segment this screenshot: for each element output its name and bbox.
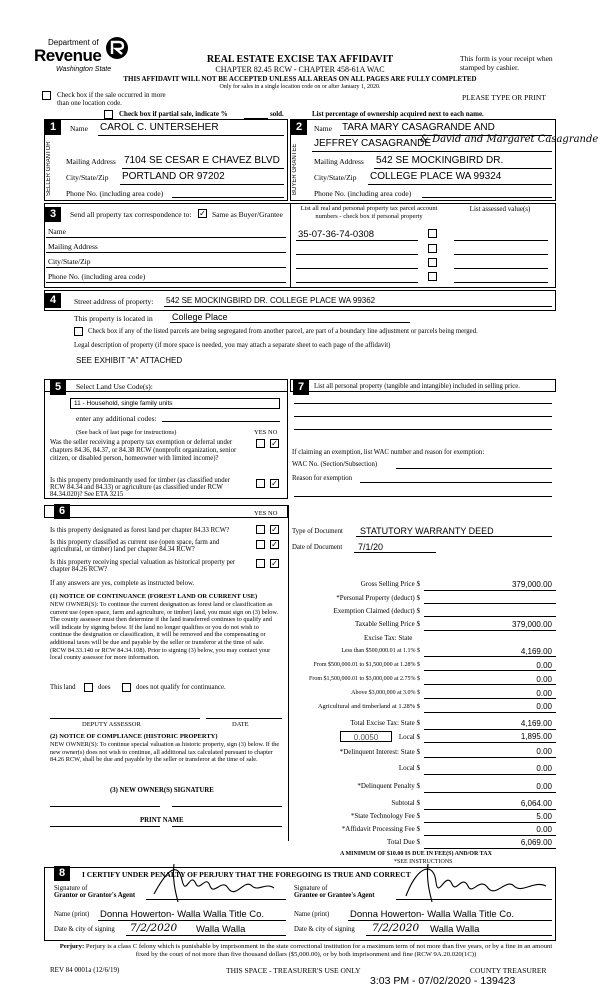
- proc-fee-label: *Affidavit Processing Fee $: [341, 825, 420, 833]
- grantor-date-city-label: Date & city of signing: [54, 926, 115, 933]
- grantee-city[interactable]: Walla Walla: [430, 924, 480, 935]
- delinq-state-label: *Delinquent Interest: State $: [339, 748, 420, 756]
- delinq-local-label: Local $: [398, 764, 420, 772]
- section-6-number: 6: [54, 504, 70, 519]
- reason-label: Reason for exemption: [292, 475, 353, 482]
- buyer-name-2[interactable]: JEFFREY CASAGRANDE: [314, 138, 432, 149]
- sig-grantor-label-2: Grantor or Grantor's Agent: [54, 892, 136, 899]
- s6-q3-yes[interactable]: [256, 559, 265, 568]
- wac-claim-label: If claiming an exemption, list WAC number and reason for exemption:: [292, 449, 485, 456]
- buyer-name-1[interactable]: TARA MARY CASAGRANDE AND: [342, 122, 495, 133]
- tier-4-value[interactable]: 0.00: [536, 689, 552, 698]
- s6-question-2: Is this property classified as current use (open space, farm and agricultural, or timber) land per chapter 84.34 RCW?: [50, 539, 220, 553]
- minimum-note: A MINIMUM OF $10.00 IS DUE IN FEE(S) AND/OR TAX: [340, 851, 492, 857]
- s5-q2-no[interactable]: ✓: [271, 479, 278, 488]
- doc-date-label: Date of Document: [292, 544, 343, 551]
- section-4-number: 4: [45, 293, 61, 308]
- new-owner-signature-label: (3) NEW OWNER(S) SIGNATURE: [110, 787, 214, 794]
- personal-label: *Personal Property (deduct) $: [336, 594, 420, 602]
- does-checkbox[interactable]: [84, 683, 93, 692]
- excise-state-label: Excise Tax: State: [364, 634, 413, 642]
- perjury-note: [56, 943, 556, 959]
- located-label: This property is located in: [74, 314, 153, 323]
- grantor-name-print[interactable]: Donna Howerton- Walla Walla Title Co.: [100, 909, 265, 920]
- buyer-mailing[interactable]: 542 SE MOCKINGBIRD DR.: [376, 155, 504, 166]
- s5-q2-yes[interactable]: [256, 479, 265, 488]
- s1-phone-label: Phone No. (including area code): [66, 189, 164, 198]
- tier-4-label: Above $3,000,000 at 3.0% $: [351, 690, 420, 696]
- buyer-phone[interactable]: [422, 197, 552, 198]
- tier-2-value[interactable]: 0.00: [536, 661, 552, 670]
- s6-q2-no[interactable]: ✓: [271, 540, 278, 549]
- section-6-box: [44, 505, 288, 518]
- personal-value[interactable]: [424, 603, 556, 604]
- see-instructions: *SEE INSTRUCTIONS: [394, 859, 453, 865]
- parcel-number-1[interactable]: 35-07-36-74-0308: [298, 229, 375, 240]
- s5-question-2: Is this property predominantly used for timber (as classified under RCW 84.34 and 84.33) or agriculture (as classified under RCW 84.34.020)? See ETA 3215: [50, 477, 230, 498]
- property-street[interactable]: 542 SE MOCKINGBIRD DR. COLLEGE PLACE WA 99362: [166, 296, 376, 305]
- exemption-label: Exemption Claimed (deduct) $: [333, 607, 420, 615]
- proc-fee-value[interactable]: 0.00: [536, 825, 552, 834]
- gross-label: Gross Selling Price $: [360, 580, 420, 588]
- s1-mailing-label: Mailing Address: [66, 157, 116, 166]
- s3-mailing-label: Mailing Address: [48, 242, 98, 251]
- same-as-buyer-label: Same as Buyer/Grantee: [212, 210, 283, 219]
- total-due-value[interactable]: 6,069.00: [520, 838, 552, 847]
- multi-location-checkbox[interactable]: [42, 91, 51, 100]
- doc-type-label: Type of Document: [292, 528, 343, 535]
- new-owner-sig-line-2[interactable]: [172, 806, 282, 807]
- deputy-assessor-line[interactable]: [50, 718, 200, 719]
- local-value[interactable]: 1,895.00: [520, 732, 552, 741]
- perjury-bold: Perjury:: [59, 943, 85, 950]
- land-use-select[interactable]: [70, 398, 280, 409]
- total-state-label: Total Excise Tax: State $: [350, 719, 420, 727]
- document-type[interactable]: STATUTORY WARRANTY DEED: [360, 526, 494, 536]
- dept-line: Department of: [48, 38, 99, 47]
- buyer-city[interactable]: COLLEGE PLACE WA 99324: [370, 171, 502, 182]
- buyer-handwritten-names: & David and Margaret Casagrande: [420, 134, 599, 145]
- section-5-number: 5: [50, 380, 66, 395]
- tech-fee-label: *State Technology Fee $: [350, 812, 420, 820]
- subtotal-label: Subtotal $: [391, 799, 420, 807]
- grantee-date-city-label: Date & city of signing: [294, 926, 355, 933]
- grantor-city[interactable]: Walla Walla: [196, 924, 246, 935]
- exemption-value[interactable]: [424, 616, 556, 617]
- taxable-label: Taxable Selling Price $: [354, 620, 420, 628]
- seller-side-label: SELLER GRANTOR: [46, 141, 52, 197]
- tier-3-value[interactable]: 0.00: [536, 675, 552, 684]
- additional-codes-label: enter any additional codes:: [76, 414, 157, 423]
- if-yes-label: If any answers are yes, complete as instructed below.: [50, 580, 195, 587]
- notice-2-body: NEW OWNER(S): To continue special valuation as historic property, sign (3) below. If the new owner(s) does not wish to continue, all additional tax calculated pursuant to chapter 84.26 RCW, shall be due and payable by the seller or transferor at the time of sale.: [50, 741, 280, 764]
- land-use-value: 11 - Household, single family units: [74, 400, 173, 407]
- notice-1-title: (1) NOTICE OF CONTINUANCE (FOREST LAND OR CURRENT USE): [50, 593, 258, 600]
- s6-question-1: Is this property designated as forest land per chapter 84.33 RCW?: [50, 527, 230, 534]
- delinq-state-value[interactable]: 0.00: [536, 747, 552, 756]
- does-label: does: [98, 684, 111, 691]
- land-use-label: Select Land Use Code(s):: [76, 382, 153, 391]
- print-name-line-2[interactable]: [172, 826, 282, 827]
- wac-no-input[interactable]: [396, 468, 552, 469]
- gross-value[interactable]: 379,000.00: [511, 580, 552, 589]
- multi-location-label: Check box if the sale occurred in more than one location code.: [57, 91, 166, 107]
- seller-mailing[interactable]: 7104 SE CESAR E CHAVEZ BLVD: [124, 155, 280, 166]
- rev-number: REV 84 0001a (12/6/19): [50, 966, 120, 974]
- perjury-text: Perjury is a class C felony which is punishable by imprisonment in the state correctional institution for a maximum term of not more than five years, or by a fine in an amount fixed by the court of not more than five thousand dollars ($5,000.00), or by both imprisonment and fine (RCW 9A.20.020(1C)): [85, 943, 553, 958]
- assessed-value-1[interactable]: [454, 240, 548, 241]
- property-location[interactable]: College Place: [172, 312, 228, 322]
- parcel-1-personal-checkbox[interactable]: [428, 229, 437, 238]
- subtotal-value[interactable]: 6,064.00: [520, 799, 552, 808]
- parcel-3-personal-checkbox[interactable]: [428, 258, 437, 267]
- sold-label: sold.: [270, 110, 284, 118]
- parcel-2-personal-checkbox[interactable]: [428, 244, 437, 253]
- street-label: Street address of property:: [74, 297, 154, 306]
- penalty-value[interactable]: 0.00: [536, 782, 552, 791]
- segregated-label: Check box if any of the listed parcels are being segregated from another parcel, are part of a boundary line adjustment or parcels being merged.: [88, 328, 478, 335]
- parcel-4-personal-checkbox[interactable]: [428, 272, 437, 281]
- does-not-label: does not qualify for continuance.: [136, 684, 226, 691]
- date-label: DATE: [232, 721, 249, 728]
- sig-grantee-label-1: Signature of: [294, 885, 328, 892]
- penalty-label: *Delinquent Penalty $: [357, 782, 420, 790]
- s6-q1-yes[interactable]: [256, 525, 265, 534]
- local-rate: 0.0050: [353, 733, 379, 742]
- s2-name-label: Name: [314, 124, 332, 133]
- tier-2-label: From $500,000.01 to $1,500,000 at 1.28% $: [313, 662, 420, 668]
- section-2-number: 2: [291, 120, 307, 135]
- revenue-logo: [34, 38, 134, 80]
- s6-q1-no[interactable]: ✓: [271, 525, 278, 534]
- s1-name-label: Name: [70, 124, 88, 133]
- notice-1-body: NEW OWNER(S): To continue the current designation as forest land or classification as current use (open space, farm and agriculture, or timber) land, you must sign on (3) below. The county assessor must then determine if the land transferred continues to qualify and will indicate by signing below. If the land no longer qualifies or you do not wish to continue the designation or classification, it will be removed and the compensating or additional taxes will be due and payable by the seller or transferor at the time of sale. (RCW 84.33.140 or RCW 84.34.108). Prior to signing (3) below, you may contact your local county assessor for more information.: [50, 601, 279, 662]
- does-not-checkbox[interactable]: [122, 683, 131, 692]
- section-7-number: 7: [293, 380, 309, 395]
- s6-question-3: Is this property receiving special valuation as historical property per chapter 84.26 RCW?: [50, 559, 236, 573]
- grantor-name-label: Name (print): [54, 911, 90, 918]
- logo-mark-icon: [105, 36, 129, 60]
- partial-sale-label: Check box if partial sale, indicate %: [119, 110, 228, 118]
- chapter-line: CHAPTER 82.45 RCW - CHAPTER 458-61A WAC: [215, 65, 385, 74]
- s3-name-label: Name: [48, 227, 66, 236]
- partial-sale-checkbox[interactable]: [104, 110, 113, 119]
- agri-label: Agricultural and timberland at 1.28% $: [317, 703, 420, 710]
- agri-value[interactable]: 0.00: [536, 702, 552, 711]
- s5-no: NO: [268, 429, 278, 436]
- grantor-date[interactable]: 7/2/2020: [130, 922, 178, 934]
- section-3-number: 3: [45, 207, 61, 222]
- s6-yes: YES: [254, 510, 267, 517]
- seller-city[interactable]: PORTLAND OR 97202: [122, 171, 225, 182]
- warning-line: THIS AFFIDAVIT WILL NOT BE ACCEPTED UNLESS ALL AREAS ON ALL PAGES ARE FULLY COMPLETED: [123, 75, 477, 83]
- print-name-label: PRINT NAME: [140, 817, 184, 824]
- sig-grantor-label-1: Signature of: [54, 885, 88, 892]
- s6-q3-no[interactable]: ✓: [271, 559, 278, 568]
- only-for-line: Only for sales in a single location code on or after January 1, 2020.: [219, 84, 381, 90]
- s2-phone-label: Phone No. (including area code): [314, 189, 412, 198]
- treasurer-only: THIS SPACE - TREASURER'S USE ONLY: [226, 966, 361, 975]
- buyer-side-label: BUYER GRANTEE: [292, 143, 298, 195]
- s2-city-label: City/State/Zip: [314, 173, 357, 182]
- tier-1-value[interactable]: 4,169.00: [520, 647, 552, 656]
- sig-grantee-label-2: Grantee or Grantee's Agent: [294, 892, 375, 899]
- revenue-wordmark: Revenue: [34, 46, 102, 65]
- print-name-line-1[interactable]: [50, 826, 160, 827]
- wac-no-label: WAC No. (Section/Subsection): [292, 461, 378, 468]
- s5-yes: YES: [254, 429, 267, 436]
- deputy-label: DEPUTY ASSESSOR: [82, 721, 141, 728]
- county-treasurer: COUNTY TREASURER: [470, 966, 547, 975]
- reason-input[interactable]: [360, 482, 552, 483]
- s3-phone-label: Phone No. (including area code): [48, 272, 146, 281]
- this-land-label: This land: [50, 684, 76, 691]
- form-title: REAL ESTATE EXCISE TAX AFFIDAVIT: [206, 54, 394, 65]
- s1-city-label: City/State/Zip: [66, 173, 109, 182]
- tier-3-label: From $1,500,000.01 to $3,000,000 at 2.75% $: [309, 676, 420, 682]
- local-label: Local $: [398, 733, 420, 741]
- tech-fee-value[interactable]: 5.00: [536, 812, 552, 821]
- notice-2-title: (2) NOTICE OF COMPLIANCE (HISTORIC PROPERTY): [50, 733, 218, 740]
- see-back-label: (See back of last page for instructions): [76, 429, 177, 436]
- legal-description[interactable]: SEE EXHIBIT "A" ATTACHED: [76, 356, 183, 365]
- taxable-value[interactable]: 379,000.00: [511, 620, 552, 629]
- receipt-note: This form is your receipt when stamped by cashier.: [460, 54, 553, 72]
- s5-q1-no[interactable]: ✓: [271, 439, 278, 448]
- s6-q2-yes[interactable]: [256, 540, 265, 549]
- s2-mailing-label: Mailing Address: [314, 157, 364, 166]
- same-as-buyer-checkbox[interactable]: ✓: [199, 209, 206, 218]
- grantor-signature[interactable]: [148, 860, 278, 904]
- processing-stamp: 3:03 PM - 07/02/2020 - 139423: [370, 975, 516, 987]
- grantee-name-label: Name (print): [294, 911, 330, 918]
- section-1-number: 1: [45, 120, 61, 135]
- document-date[interactable]: 7/1/20: [358, 542, 384, 552]
- parcel-header: List all real and personal property tax parcel account numbers - check box if personal property: [300, 205, 438, 220]
- delinq-local-value[interactable]: 0.00: [536, 764, 552, 773]
- state-line: Washington State: [56, 66, 112, 73]
- new-owner-sig-line-1[interactable]: [50, 806, 160, 807]
- assessed-header: List assessed value(s): [469, 205, 531, 213]
- seller-name[interactable]: CAROL C. UNTERSEHER: [100, 122, 219, 133]
- segregated-checkbox[interactable]: [74, 327, 83, 336]
- total-state-value[interactable]: 4,169.00: [520, 719, 552, 728]
- list-percentage-label: List percentage of ownership acquired next to each name.: [312, 110, 484, 118]
- s5-question-1: Was the seller receiving a property tax exemption or deferral under chapters 84.36, 84.37, or 84.38 RCW (nonprofit organization, senior citizen, or disabled person, homeowner with limited income)?: [50, 439, 237, 462]
- assessor-date-line[interactable]: [206, 718, 282, 719]
- s6-no: NO: [268, 510, 278, 517]
- s5-q1-yes[interactable]: [256, 439, 265, 448]
- total-due-label: Total Due $: [387, 838, 420, 846]
- section-8-number: 8: [54, 866, 70, 881]
- grantee-signature[interactable]: [400, 860, 550, 904]
- seller-phone[interactable]: [172, 197, 284, 198]
- send-tax-label: Send all property tax correspondence to:: [70, 210, 192, 219]
- s3-city-label: City/State/Zip: [48, 257, 91, 266]
- please-type: PLEASE TYPE OR PRINT: [462, 93, 546, 102]
- grantee-name-print[interactable]: Donna Howerton- Walla Walla Title Co.: [350, 909, 515, 920]
- certify-statement: I CERTIFY UNDER PENALTY OF PERJURY THAT THE FOREGOING IS TRUE AND CORRECT: [82, 870, 411, 879]
- legal-label: Legal description of property (if more space is needed, you may attach a separate sheet to each page of the affidavit): [74, 342, 391, 349]
- additional-codes-input[interactable]: [162, 421, 280, 422]
- grantee-date[interactable]: 7/2/2020: [372, 922, 420, 934]
- s7-header: List all personal property (tangible and intangible) included in selling price.: [314, 383, 520, 390]
- tier-1-label: Less than $500,000.01 at 1.1% $: [341, 648, 420, 654]
